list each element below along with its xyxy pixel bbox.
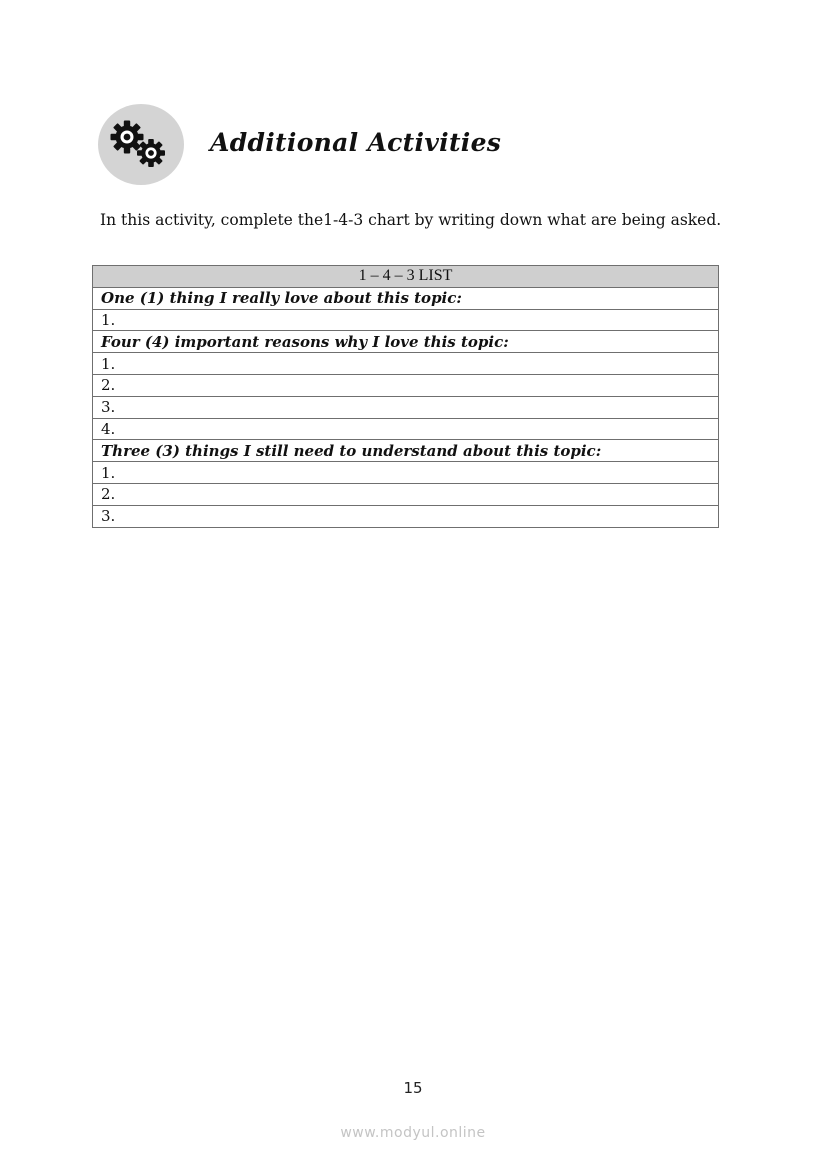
section-header-row [93,331,719,353]
table-title: 1 – 4 – 3 LIST [93,266,719,288]
three-things-header: Three (3) things I still need to understand about this topic: [93,440,719,462]
table-row [93,309,719,331]
one-thing-header: One (1) thing I really love about this topic: [93,287,719,309]
gears-icon [98,104,184,185]
three-things-item-3[interactable]: 3. [93,505,719,527]
four-reasons-item-2[interactable]: 2. [93,374,719,396]
activity-icon-badge [98,104,184,185]
table-row [93,418,719,440]
table-row [93,374,719,396]
table-row [93,396,719,418]
table-row [93,353,719,375]
section-header-row [93,287,719,309]
four-reasons-item-1[interactable]: 1. [93,353,719,375]
section-title: Additional Activities [210,128,502,157]
one-four-three-chart [92,265,719,528]
three-things-item-2[interactable]: 2. [93,483,719,505]
table-row [93,483,719,505]
section-header-row [93,440,719,462]
watermark: www.modyul.online [340,1125,486,1141]
four-reasons-header: Four (4) important reasons why I love this topic: [93,331,719,353]
page-number: 15 [403,1079,423,1097]
activity-instructions: In this activity, complete the1-4-3 chart by writing down what are being asked. [100,211,722,229]
table-title-row [93,266,719,288]
four-reasons-item-3[interactable]: 3. [93,396,719,418]
table-row [93,505,719,527]
table-row [93,462,719,484]
one-thing-item-1[interactable]: 1. [93,309,719,331]
three-things-item-1[interactable]: 1. [93,462,719,484]
four-reasons-item-4[interactable]: 4. [93,418,719,440]
